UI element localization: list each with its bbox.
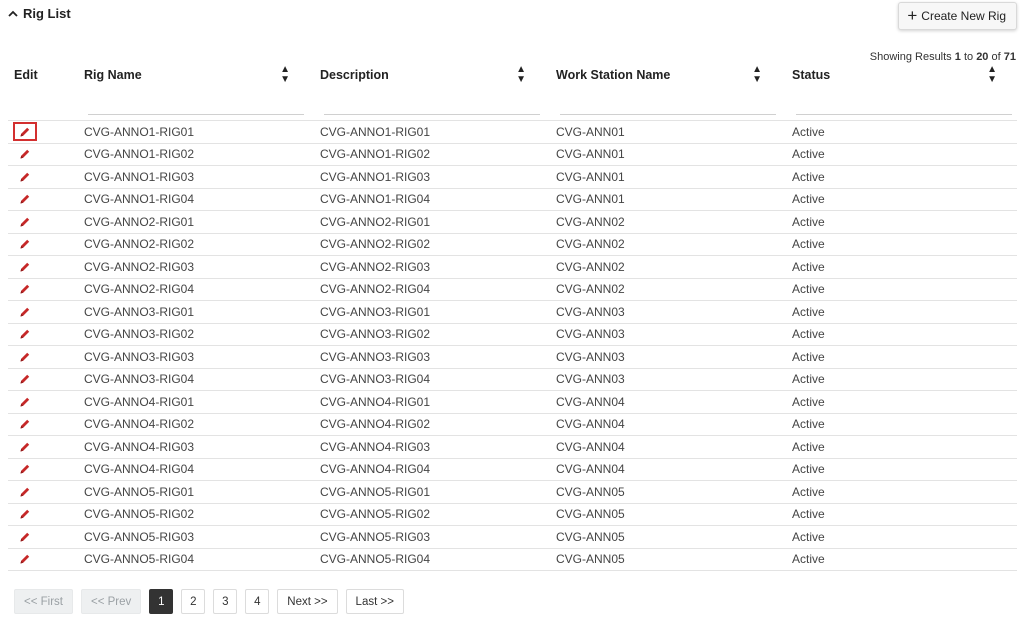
description-cell: CVG-ANNO5-RIG03: [314, 526, 550, 549]
table-row: [8, 256, 1017, 279]
edit-pencil-icon[interactable]: [15, 146, 35, 163]
last-page-button[interactable]: Last >>: [346, 589, 404, 614]
rig-name-cell: CVG-ANNO1-RIG04: [78, 188, 314, 211]
status-cell: Active: [786, 346, 1017, 369]
rig-name-cell: CVG-ANNO2-RIG04: [78, 278, 314, 301]
table-row: [8, 233, 1017, 256]
table-row: [8, 166, 1017, 189]
description-cell: CVG-ANNO3-RIG03: [314, 346, 550, 369]
pagination: [14, 589, 404, 614]
work-station-cell: CVG-ANN03: [550, 323, 786, 346]
page-button-1[interactable]: 1: [149, 589, 173, 614]
status-cell: Active: [786, 436, 1017, 459]
description-cell: CVG-ANNO4-RIG02: [314, 413, 550, 436]
first-page-button[interactable]: << First: [14, 589, 73, 614]
edit-cell: [8, 548, 78, 571]
edit-cell: [8, 346, 78, 369]
edit-cell: [8, 526, 78, 549]
work-station-cell: CVG-ANN05: [550, 481, 786, 504]
page-button-4[interactable]: 4: [245, 589, 269, 614]
edit-pencil-icon[interactable]: [15, 438, 35, 455]
rig-name-cell: CVG-ANNO5-RIG01: [78, 481, 314, 504]
description-cell: CVG-ANNO2-RIG03: [314, 256, 550, 279]
work-station-cell: CVG-ANN05: [550, 548, 786, 571]
status-cell: Active: [786, 391, 1017, 414]
status-cell: Active: [786, 323, 1017, 346]
description-cell: CVG-ANNO3-RIG01: [314, 301, 550, 324]
rig-name-cell: CVG-ANNO2-RIG01: [78, 211, 314, 234]
rig-name-cell: CVG-ANNO1-RIG01: [78, 121, 314, 144]
edit-cell: [8, 458, 78, 481]
filter-row: [8, 86, 1017, 121]
status-cell: Active: [786, 121, 1017, 144]
work-station-cell: CVG-ANN01: [550, 166, 786, 189]
description-cell: CVG-ANNO1-RIG02: [314, 143, 550, 166]
edit-pencil-icon[interactable]: [15, 236, 35, 253]
status-cell: Active: [786, 211, 1017, 234]
column-header-edit: Edit: [14, 68, 38, 82]
create-new-rig-label: Create New Rig: [921, 9, 1006, 23]
status-cell: Active: [786, 166, 1017, 189]
work-station-cell: CVG-ANN04: [550, 458, 786, 481]
work-station-filter-input[interactable]: [560, 92, 776, 115]
table-row: [8, 548, 1017, 571]
status-cell: Active: [786, 233, 1017, 256]
edit-pencil-icon[interactable]: [15, 506, 35, 523]
status-cell: Active: [786, 256, 1017, 279]
page-button-3[interactable]: 3: [213, 589, 237, 614]
status-cell: Active: [786, 301, 1017, 324]
sort-icon[interactable]: ▲ ▼: [516, 64, 526, 85]
table-row: [8, 436, 1017, 459]
column-header-status[interactable]: Status ▲ ▼: [792, 64, 997, 85]
work-station-cell: CVG-ANN02: [550, 278, 786, 301]
edit-pencil-icon[interactable]: [15, 551, 35, 568]
edit-pencil-icon[interactable]: [15, 303, 35, 320]
work-station-cell: CVG-ANN05: [550, 503, 786, 526]
rig-name-cell: CVG-ANNO3-RIG03: [78, 346, 314, 369]
rig-name-cell: CVG-ANNO3-RIG04: [78, 368, 314, 391]
edit-pencil-icon[interactable]: [15, 348, 35, 365]
description-cell: CVG-ANNO2-RIG01: [314, 211, 550, 234]
status-cell: Active: [786, 503, 1017, 526]
plus-icon: +: [907, 5, 918, 25]
description-cell: CVG-ANNO1-RIG03: [314, 166, 550, 189]
table-row: [8, 323, 1017, 346]
edit-cell: [8, 166, 78, 189]
table-row: [8, 481, 1017, 504]
work-station-cell: CVG-ANN02: [550, 256, 786, 279]
rig-table: [8, 64, 1017, 571]
prev-page-button[interactable]: << Prev: [81, 589, 141, 614]
work-station-cell: CVG-ANN04: [550, 413, 786, 436]
work-station-cell: CVG-ANN01: [550, 121, 786, 144]
table-row: [8, 301, 1017, 324]
rig-name-cell: CVG-ANNO2-RIG02: [78, 233, 314, 256]
table-row: [8, 391, 1017, 414]
edit-pencil-icon[interactable]: [15, 258, 35, 275]
edit-pencil-icon[interactable]: [15, 191, 35, 208]
description-cell: CVG-ANNO4-RIG01: [314, 391, 550, 414]
results-summary: Showing Results 1 to 20 of 71: [869, 51, 1016, 63]
rig-name-cell: CVG-ANNO5-RIG02: [78, 503, 314, 526]
rig-name-cell: CVG-ANNO1-RIG02: [78, 143, 314, 166]
work-station-cell: CVG-ANN03: [550, 346, 786, 369]
work-station-cell: CVG-ANN03: [550, 368, 786, 391]
table-row: [8, 413, 1017, 436]
rig-name-cell: CVG-ANNO4-RIG01: [78, 391, 314, 414]
rig-name-cell: CVG-ANNO3-RIG01: [78, 301, 314, 324]
status-cell: Active: [786, 188, 1017, 211]
edit-cell: [8, 301, 78, 324]
description-cell: CVG-ANNO1-RIG01: [314, 121, 550, 144]
edit-pencil-icon[interactable]: [15, 213, 35, 230]
edit-pencil-icon[interactable]: [15, 281, 35, 298]
status-cell: Active: [786, 278, 1017, 301]
edit-pencil-icon[interactable]: [15, 326, 35, 343]
edit-cell: [8, 233, 78, 256]
status-cell: Active: [786, 413, 1017, 436]
column-header-work-station-name[interactable]: Work Station Name ▲ ▼: [556, 64, 762, 85]
edit-cell: [8, 368, 78, 391]
rig-name-cell: CVG-ANNO2-RIG03: [78, 256, 314, 279]
edit-pencil-icon[interactable]: [15, 371, 35, 388]
status-cell: Active: [786, 458, 1017, 481]
edit-cell: [8, 323, 78, 346]
edit-pencil-icon[interactable]: [13, 122, 37, 141]
work-station-cell: CVG-ANN05: [550, 526, 786, 549]
table-row: [8, 368, 1017, 391]
rig-name-cell: CVG-ANNO4-RIG04: [78, 458, 314, 481]
edit-cell: [8, 188, 78, 211]
table-body: [8, 121, 1017, 571]
work-station-cell: CVG-ANN04: [550, 436, 786, 459]
description-cell: CVG-ANNO3-RIG02: [314, 323, 550, 346]
edit-pencil-icon[interactable]: [15, 416, 35, 433]
edit-cell: [8, 211, 78, 234]
page-button-2[interactable]: 2: [181, 589, 205, 614]
description-filter-input[interactable]: [324, 92, 540, 115]
edit-cell: [8, 256, 78, 279]
work-station-cell: CVG-ANN02: [550, 233, 786, 256]
table-row: [8, 143, 1017, 166]
edit-cell: [8, 143, 78, 166]
table-row: [8, 526, 1017, 549]
description-cell: CVG-ANNO2-RIG02: [314, 233, 550, 256]
work-station-cell: CVG-ANN01: [550, 143, 786, 166]
chevron-up-icon: [8, 10, 18, 17]
status-filter-input[interactable]: [796, 92, 1012, 115]
column-header-rig-name[interactable]: Rig Name ▲ ▼: [84, 64, 290, 85]
work-station-cell: CVG-ANN04: [550, 391, 786, 414]
edit-cell: [8, 121, 78, 144]
column-header-description[interactable]: Description ▲ ▼: [320, 64, 526, 85]
description-cell: CVG-ANNO5-RIG01: [314, 481, 550, 504]
status-cell: Active: [786, 368, 1017, 391]
edit-cell: [8, 278, 78, 301]
rig-name-filter-input[interactable]: [88, 92, 304, 115]
sort-icon[interactable]: ▲ ▼: [987, 64, 997, 85]
status-cell: Active: [786, 143, 1017, 166]
edit-pencil-icon[interactable]: [15, 483, 35, 500]
work-station-cell: CVG-ANN02: [550, 211, 786, 234]
header-row: [8, 64, 1017, 86]
rig-name-cell: CVG-ANNO5-RIG04: [78, 548, 314, 571]
description-cell: CVG-ANNO5-RIG04: [314, 548, 550, 571]
work-station-cell: CVG-ANN03: [550, 301, 786, 324]
edit-cell: [8, 436, 78, 459]
edit-cell: [8, 413, 78, 436]
create-new-rig-button[interactable]: [898, 2, 1017, 30]
rig-name-cell: CVG-ANNO5-RIG03: [78, 526, 314, 549]
rig-name-cell: CVG-ANNO4-RIG02: [78, 413, 314, 436]
table-row: [8, 346, 1017, 369]
page-title: Rig List: [23, 6, 71, 21]
description-cell: CVG-ANNO4-RIG03: [314, 436, 550, 459]
collapse-toggle[interactable]: [8, 6, 71, 21]
rig-name-cell: CVG-ANNO4-RIG03: [78, 436, 314, 459]
description-cell: CVG-ANNO2-RIG04: [314, 278, 550, 301]
status-cell: Active: [786, 548, 1017, 571]
table-row: [8, 458, 1017, 481]
description-cell: CVG-ANNO5-RIG02: [314, 503, 550, 526]
edit-pencil-icon[interactable]: [15, 393, 35, 410]
status-cell: Active: [786, 526, 1017, 549]
description-cell: CVG-ANNO1-RIG04: [314, 188, 550, 211]
table-row: [8, 121, 1017, 144]
table-row: [8, 278, 1017, 301]
edit-pencil-icon[interactable]: [15, 528, 35, 545]
edit-cell: [8, 503, 78, 526]
sort-icon[interactable]: ▲ ▼: [752, 64, 762, 85]
rig-name-cell: CVG-ANNO3-RIG02: [78, 323, 314, 346]
status-cell: Active: [786, 481, 1017, 504]
table-row: [8, 211, 1017, 234]
work-station-cell: CVG-ANN01: [550, 188, 786, 211]
sort-icon[interactable]: ▲ ▼: [280, 64, 290, 85]
table-row: [8, 188, 1017, 211]
edit-pencil-icon[interactable]: [15, 168, 35, 185]
description-cell: CVG-ANNO4-RIG04: [314, 458, 550, 481]
description-cell: CVG-ANNO3-RIG04: [314, 368, 550, 391]
rig-name-cell: CVG-ANNO1-RIG03: [78, 166, 314, 189]
table-row: [8, 503, 1017, 526]
edit-cell: [8, 481, 78, 504]
edit-pencil-icon[interactable]: [15, 461, 35, 478]
edit-cell: [8, 391, 78, 414]
next-page-button[interactable]: Next >>: [277, 589, 337, 614]
